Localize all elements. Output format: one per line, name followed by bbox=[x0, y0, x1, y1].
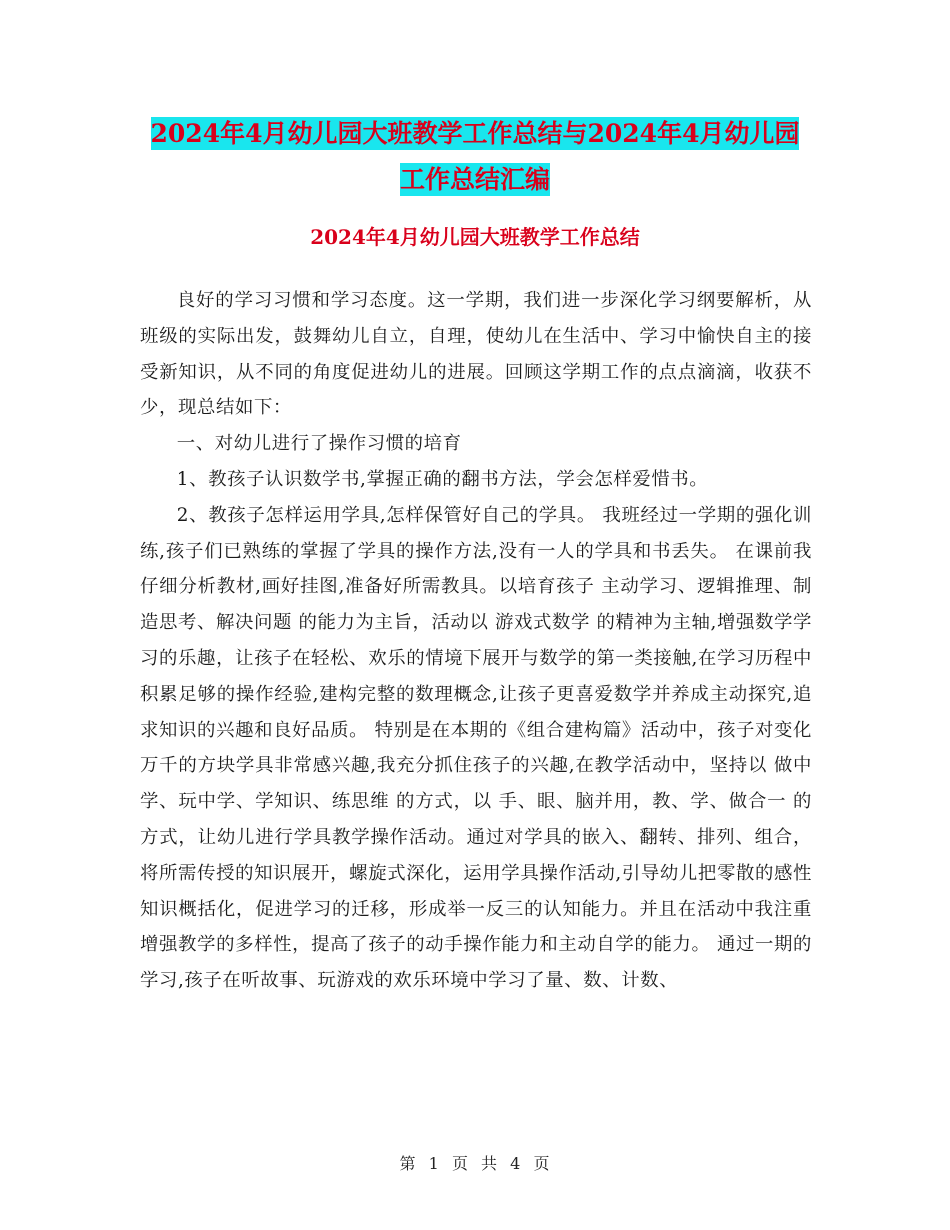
footer-page-mid: 页 bbox=[451, 1154, 469, 1173]
paragraph-item-2: 2、教孩子怎样运用学具,怎样保管好自己的学具。 我班经过一学期的强化训练,孩子们已熟练的掌握了学具的操作方法,没有一人的学具和书丢失。 在课前我仔细分析教材,画好挂图,准备好所需教具。以培育孩子 主动学习、逻辑推理、制造思考、解决问题 的能力为主旨，活动以 游戏式数学 的精神为主轴,增强数学学习的乐趣，让孩子在轻松、欢乐的情境下展开与数学的第一类接触,在学习历程中积累足够的操作经验,建构完整的数理概念,让孩子更喜爱数学并养成主动探究,追求知识的兴趣和良好品质。 特别是在本期的《组合建构篇》活动中，孩子对变化万千的方块学具非常感兴趣,我充分抓住孩子的兴趣,在教学活动中，坚持以 做中学、玩中学、学知识、练思维 的方式，以 手、眼、脑并用，教、学、做合一 的方式，让幼儿进行学具教学操作活动。通过对学具的嵌入、翻转、排列、组合，将所需传授的知识展开，螺旋式深化，运用学具操作活动,引导幼儿把零散的感性知识概括化，促进学习的迁移，形成举一反三的认知能力。并且在活动中我注重增强教学的多样性，提高了孩子的动手操作能力和主动自学的能力。 通过一期的学习,孩子在听故事、玩游戏的欢乐环境中学习了量、数、计数、 bbox=[140, 504, 812, 992]
document-title-highlight: 2024年4月幼儿园大班教学工作总结与2024年4月幼儿园工作总结汇编 bbox=[150, 119, 800, 194]
paragraph-intro: 良好的学习习惯和学习态度。这一学期，我们进一步深化学习纲要解析，从班级的实际出发，鼓舞幼儿自立，自理，使幼儿在生活中、学习中愉快自主的接受新知识，从不同的角度促进幼儿的进展。回顾这学期工作的点点滴滴，收获不少，现总结如下： bbox=[140, 290, 812, 419]
footer-total-suffix: 页 bbox=[533, 1154, 551, 1173]
footer-page-number: 1 bbox=[428, 1154, 440, 1173]
paragraph-item-1: 1、教孩子认识数学书,掌握正确的翻书方法，学会怎样爱惜书。 bbox=[176, 468, 709, 490]
footer-page-prefix: 第 bbox=[399, 1154, 417, 1173]
footer-total-prefix: 共 bbox=[481, 1154, 499, 1173]
section-title: 2024年4月幼儿园大班教学工作总结 bbox=[310, 225, 640, 249]
body-text bbox=[140, 283, 812, 999]
page-footer bbox=[0, 1153, 950, 1175]
paragraph-heading-1: 一、对幼儿进行了操作习惯的培育 bbox=[176, 433, 462, 455]
footer-total-pages: 4 bbox=[510, 1154, 522, 1173]
document-title bbox=[140, 111, 810, 203]
